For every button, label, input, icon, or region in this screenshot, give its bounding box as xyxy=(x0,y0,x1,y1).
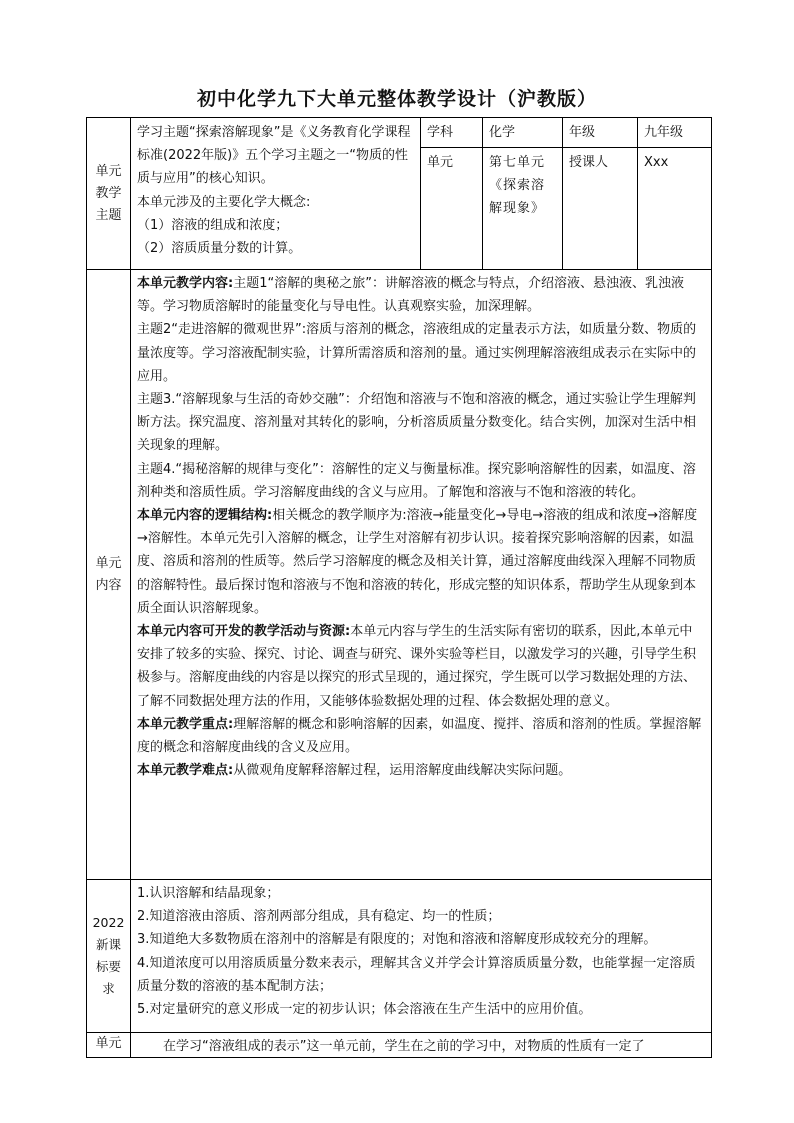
analysis-label: 单元 xyxy=(87,1033,131,1058)
standard-item: 3.知道绝大多数物质在溶剂中的溶解是有限度的；对饱和溶液和溶解度形成较充分的理解。 xyxy=(137,932,657,948)
content-topic-2: 主题2“走进溶解的微观世界”:溶质与溶剂的概念，溶液组成的定量表示方法，如质量分数、物质的量浓度等。学习溶液配制实验，计算所需溶质和溶剂的量。通过实例理解溶液组成表示在实际中的应用。 xyxy=(137,322,697,384)
grade-label: 年级 xyxy=(563,118,638,148)
content-topic-1: 本单元教学内容:主题1“溶解的奥秘之旅”：讲解溶液的概念与特点，介绍溶液、悬浊液、乳浊液等。学习物质溶解时的能量变化与导电性。认真观察实验，加深理解。 xyxy=(137,276,684,315)
key-head: 本单元教学重点: xyxy=(137,716,234,732)
teacher-value: Xxx xyxy=(638,148,712,270)
subject-label: 学科 xyxy=(421,118,483,148)
standards-cell xyxy=(131,880,712,1033)
teacher-label: 授课人 xyxy=(563,148,638,270)
difficult-points: 本单元教学难点:从微观角度解释溶解过程，运用溶解度曲线解决实际问题。 xyxy=(137,763,572,779)
content-cell xyxy=(131,270,712,880)
content-topic-3: 主题3.“溶解现象与生活的奇妙交融”：介绍饱和溶液与不饱和溶液的概念，通过实验让学生理解判断方法。探究温度、溶剂量对其转化的影响，分析溶质质量分数变化。结合实例，加深对生活中相关现象的理解。 xyxy=(137,392,697,454)
content-head: 本单元教学内容: xyxy=(137,276,234,291)
content-label: 单元 内容 xyxy=(87,270,131,880)
analysis-cell xyxy=(131,1033,712,1058)
activity-head: 本单元内容可开发的教学活动与资源: xyxy=(137,624,351,640)
analysis-text: 在学习“溶液组成的表示”这一单元前，学生在之前的学习中，对物质的性质有一定了 xyxy=(163,1039,645,1054)
standards-label: 2022 新课 标要 求 xyxy=(87,880,131,1033)
document-title: 初中化学九下大单元整体教学设计（沪教版） xyxy=(196,88,597,110)
analysis-row xyxy=(87,1033,712,1058)
standard-item: 4.知道浓度可以用溶质质量分数来表示，理解其含义并学会计算溶质质量分数，也能掌握一定溶质质量分数的溶液的基本配制方法； xyxy=(137,955,696,994)
key-points: 本单元教学重点:理解溶解的概念和影响溶解的因素，如温度、搅拌、溶质和溶剂的性质。掌握溶解度的概念和溶解度曲线的含义及应用。 xyxy=(137,716,702,756)
lesson-plan-table xyxy=(86,117,712,1058)
standards-row xyxy=(87,880,712,1033)
logic-structure: 本单元内容的逻辑结构:相关概念的教学顺序为:溶液→能量变化→导电→溶液的组成和浓度→溶解度→溶解性。本单元先引入溶解的概念，让学生对溶解有初步认识。接着探究影响溶解的因素，如温度、溶质和溶剂的性质等。然后学习溶解度的概念及相关计算，通过溶解度曲线深入理解不同物质的溶解特性。最后探讨饱和溶液与不饱和溶液的转化，形成完整的知识体系，帮助学生从现象到本质全面认识溶解现象。 xyxy=(137,508,698,616)
content-row xyxy=(87,270,712,880)
grade-value: 九年级 xyxy=(638,118,712,148)
logic-head: 本单元内容的逻辑结构: xyxy=(137,508,273,524)
theme-label: 单元 教学 主题 xyxy=(87,118,131,270)
unit-value: 第七单元《探索溶解现象》 xyxy=(483,148,563,270)
unit-label: 单元 xyxy=(421,148,483,270)
difficult-head: 本单元教学难点: xyxy=(137,763,234,779)
standard-item: 1.认识溶解和结晶现象； xyxy=(137,886,280,901)
teaching-activities: 本单元内容可开发的教学活动与资源:本单元内容与学生的生活实际有密切的联系，因此,本单元中安排了较多的实验、探究、讨论、调查与研究、课外实验等栏目，以激发学习的兴趣，引导学生积极参与。溶解度曲线的内容是以探究的形式呈现的，通过探究，学生既可以学习数据处理的方法、了解不同数据处理方法的作用，又能够体验数据处理的过程、体会数据处理的意义。 xyxy=(137,624,697,709)
subject-value: 化学 xyxy=(483,118,563,148)
standard-item: 5.对定量研究的意义形成一定的初步认识；体会溶液在生产生活中的应用价值。 xyxy=(137,1002,592,1018)
theme-description: 学习主题“探索溶解现象”是《义务教育化学课程标准(2022年版)》五个学习主题之一“物质的性质与应用”的核心知识。 本单元涉及的主要化学大概念: （1）溶液的组成和浓度； （2）溶质质量分数的计算。 xyxy=(131,118,421,270)
standard-item: 2.知道溶液由溶质、溶剂两部分组成，具有稳定、均一的性质； xyxy=(137,909,501,925)
content-topic-4: 主题4.“揭秘溶解的规律与变化”：溶解性的定义与衡量标准。探究影响溶解性的因素，如温度、溶剂种类和溶质性质。学习溶解度曲线的含义与应用。了解饱和溶液与不饱和溶液的转化。 xyxy=(137,461,696,500)
theme-row xyxy=(87,118,712,148)
